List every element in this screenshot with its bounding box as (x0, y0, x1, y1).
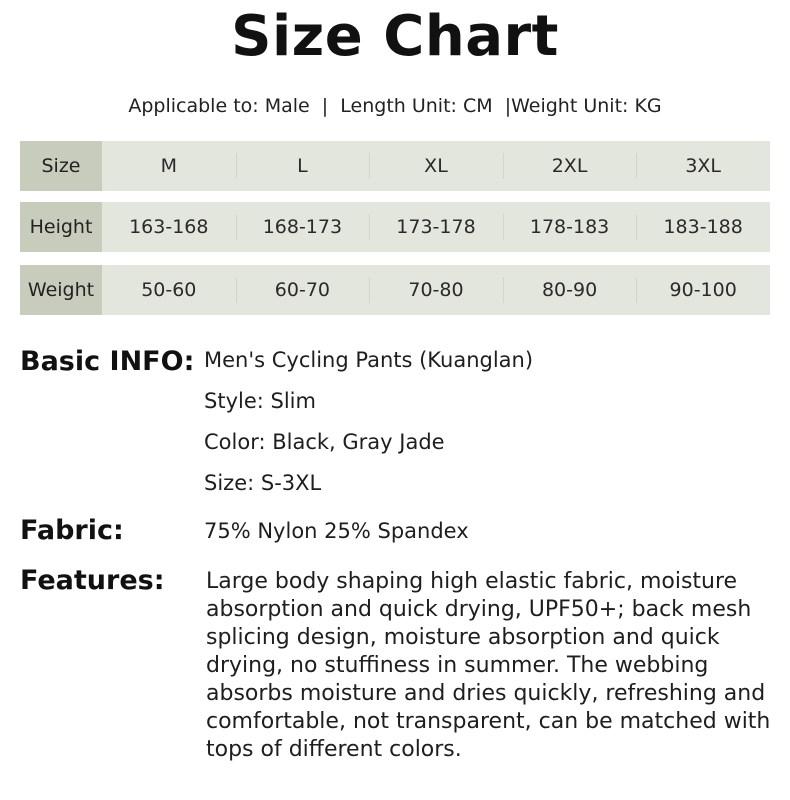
height-row (20, 202, 770, 252)
size-row (20, 141, 770, 191)
table-cell: M (160, 155, 177, 177)
basic-info-label: Basic INFO: (20, 346, 195, 377)
basic-info-line: Style: Slim (204, 389, 316, 413)
table-cell: 80-90 (503, 265, 637, 315)
row-header-size: Size (20, 141, 102, 191)
weight-row (20, 265, 770, 315)
table-cell: L (236, 141, 370, 191)
basic-info-line: Size: S-3XL (204, 471, 322, 495)
features-label: Features: (20, 565, 165, 596)
table-cell: 183-188 (636, 202, 770, 252)
table-cell: 163-168 (129, 216, 209, 238)
basic-info-line: Color: Black, Gray Jade (204, 430, 445, 454)
table-cell: 50-60 (141, 279, 197, 301)
table-cell: 70-80 (369, 265, 503, 315)
row-header-weight: Weight (20, 265, 102, 315)
table-cell: 168-173 (236, 202, 370, 252)
table-cell: 178-183 (503, 202, 637, 252)
table-cell: 2XL (503, 141, 637, 191)
fabric-label: Fabric: (20, 515, 124, 546)
table-cell: 90-100 (636, 265, 770, 315)
basic-info-line: Men's Cycling Pants (Kuanglan) (204, 348, 534, 372)
table-cell: 60-70 (236, 265, 370, 315)
table-cell: 3XL (636, 141, 770, 191)
features-description: Large body shaping high elastic fabric, moisture absorption and quick drying, UPF50+; back mesh splicing design, moisture absorption and quick drying, no stuffiness in summer. The webbing absorbs moisture and dries quickly, refreshing and comfortable, not transparent, can be matched with tops of different colors. (206, 569, 771, 762)
page-title: Size Chart (231, 4, 559, 69)
row-header-height: Height (20, 202, 102, 252)
applicability-subtitle: Applicable to: Male | Length Unit: CM |Weight Unit: KG (128, 95, 662, 117)
table-cell: XL (369, 141, 503, 191)
table-cell: 173-178 (369, 202, 503, 252)
fabric-value: 75% Nylon 25% Spandex (204, 519, 469, 543)
